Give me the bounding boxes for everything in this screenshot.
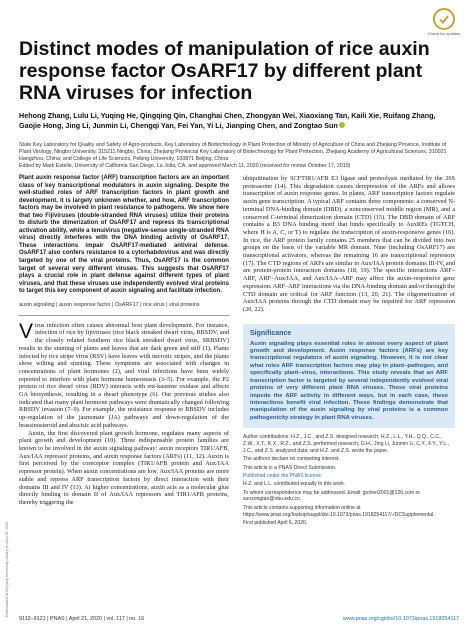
citation-footer: 9112–9121 | PNAS | April 21, 2020 | vol. 117 | no. 16 [19, 616, 145, 622]
author-names: Hehong Zhang, Lulu Li, Yuqing He, Qingqing Qin, Changhai Chen, Zhongyan Wei, Xiaoxiang Tan, Kaili Xie, Ruifang Zhang, Gaojie Hong, Jing Li, Junmin Li, Chengqi Yan, Fei Yan, Yi Li, Jianping Chen, and Zongtao Sun [19, 111, 436, 130]
affiliations: State Key Laboratory for Quality and Safety of Agro-products, Key Laboratory of Biotechnology in Plant Protection of Ministry of Agriculture of China and Zhejiang Province, Institute of Plant Virology, Ningbo University, 315211 Ningbo, China; Zhejiang Provincial Key Laboratory of Biotechnology for Plant Protection, Zhejiang Academy of Agricultural Sciences, 310021 Hangzhou, China; and College of Life Sciences, Peking University, 100871 Beijing, China [19, 142, 447, 162]
significance-box [243, 324, 455, 428]
download-watermark [2, 330, 8, 620]
note-contributions: Author contributions: H.Z., J.C., and Z.S. designed research; H.Z., L.L., Y.H., Q.Q., C.C., Z.W., X.T., K.X., R.Z., and Z.S. performed research; G.H., Jing Li, Junmin Li, C.Y., F.Y., Y.L., J.C., and Z.S. analyzed data; and H.Z. and Z.S. wrote the paper. [243, 434, 449, 454]
author-list [19, 111, 459, 131]
drop-cap: V [19, 319, 34, 343]
intro-paragraph-1-text: irus infection often causes abnormal host plant development. For instance, infection of rice by fijiviruses (rice black streaked dwarf virus, RBSDV, and the closely related Southern rice black streaked dwarf virus, SRBSDV) results in the stunting of plants and leaves that are dark green and stiff (1). Plants infected by rice stripe virus (RSV) have leaves with necrotic stripes, and the plants show wilting and stunting. These symptoms are associated with changes in concentrations of plant hormones (2), and viral infections have been widely reported to interfere with plant hormone homeostasis (3–5). For example, the P2 protein of rice dwarf virus (RDV) interacts with ent-kaurene oxidase and affects GA biosynthesis, resulting in a dwarf phenotype (6). Our previous studies also indicated that many plant hormone pathways were dramatically changed following RBSDV invasion (7–9). For example, the resistance response to RBSDV includes up-regulation of the jasmonate (JA) pathways and down-regulation of the brassinosteroid and abscisic acid pathways. [19, 321, 229, 429]
introduction [19, 319, 229, 507]
note-license-link[interactable]: Published under the PNAS license. [243, 472, 323, 479]
significance-heading: Significance [250, 329, 292, 337]
note-supporting-info[interactable]: This article contains supporting information online at https://www.pnas.org/lookup/suppl/doi:10.1073/pnas.1918254117/-/DCSupplemental. [243, 504, 435, 518]
page-footer [19, 616, 459, 626]
author-notes [243, 434, 455, 527]
note-competing-interest: The authors declare no competing interest. [243, 456, 340, 463]
edited-by: Edited by Mark Estelle, University of California San Diego, La Jolla, CA, and approved March 11, 2020 (received for review October 17, 2019) [19, 163, 351, 169]
right-column [243, 175, 455, 528]
doi-link[interactable]: www.pnas.org/cgi/doi/10.1073/pnas.1918254117 [342, 616, 459, 622]
note-equal-contribution: H.Z. and L.L. contributed equally to this work. [243, 481, 346, 488]
note-correspondence[interactable]: To whom correspondence may be addressed. Email: jpchen2001@126.com or sunzongtao@nbu.edu.cn. [243, 489, 421, 503]
abstract: Plant auxin response factor (ARF) transcription factors are an important class of key transcriptional modulators in auxin signaling. Despite the well-studied roles of ARF transcription factors in plant growth and development, it is largely unknown whether, and how, ARF transcription factors may be involved in plant resistance to pathogens. We show here that two Fijiviruses (double-stranded RNA viruses) utilize their proteins to disturb the dimerization of OsARF17 and repress its transcriptional activation ability, while a tenuivirus (negative-sense single-stranded RNA virus) directly interferes with the DNA binding activity of OsARF17. These interactions impair OsARF17-mediated antiviral defense. OsARF17 also confers resistance to a cytorhabdovirus and was directly targeted by one of the viral proteins. Thus, OsARF17 is the common target of several very different viruses. This suggests that OsARF17 plays a crucial role in plant defense against different types of plant viruses, and that these viruses use independently evolved viral proteins to target this key component of auxin signaling and facilitate infection. [19, 175, 229, 295]
right-paragraph-1: ubiquitination by SCFTIR1/AFB E3 ligase and proteolysis mediated by the 26S proteasome (14). This degradation causes derepression of the ARFs and allows transcription of auxin response genes. In plants, ARF transcription factors regulate auxin gene transcription. A typical ARF contains three components: a conserved N-terminal DNA-binding domain (DBD), a nonconserved middle region (MR), and a conserved C-terminal dimerization domain (CTD) (15). The DBD domain of ARF contains a B3 DNA binding motif that binds specifically to AuxREs (TGTCH, where H is A, C, or T) to regulate the transcription of auxin-responsive genes (16). In rice, the ARF protein family contains 25 members that can be divided into two groups on the basis of the variable MR domain. Nine (including OsARF17) are transcriptional activators, whereas the remaining 16 are transcriptional repressors (17). The CTD regions of ARFs are similar to Aux/IAA protein domains III-IV, and are protein-protein interaction domains (18, 19). The specific interactions ARF–ARF, ARF–Aux/IAA, and Aux/IAA–ARF may affect the auxin-responsive gene expression. ARF–ARF interactions via the DNA-binding domain and/or through the CTD domain are critical for ARF function (13, 20, 21). The oligomerization of Aux/IAA proteins through the CTD domain may be required for ARF repression (20, 22). [243, 175, 455, 313]
check-for-updates-icon[interactable] [433, 8, 455, 30]
check-for-updates-label[interactable]: Check for updates [427, 31, 461, 36]
download-watermark-text: Downloaded at Zhejiang University Library on April 25, 2020 [5, 521, 9, 617]
note-first-published: First published April 6, 2020. [243, 520, 308, 527]
left-column [19, 175, 229, 507]
orcid-icon[interactable] [339, 122, 345, 128]
keywords: auxin signaling | auxin response factor | OsARF17 | rice virus | viral proteins [19, 302, 229, 316]
intro-paragraph-1 [19, 319, 229, 430]
paper-title: Distinct modes of manipulation of rice auxin response factor OsARF17 by different plant RNA viruses for infection [19, 38, 430, 104]
note-direct-submission: This article is a PNAS Direct Submission. [243, 464, 337, 471]
significance-text: Auxin signaling plays essential roles in almost every aspect of plant growth and development. Auxin response factors (ARFs) are key transcriptional regulators of auxin signaling. However, it is not clear what roles ARF transcription factors may play in plant–pathogen, and specifically plant–virus, interactions. This study reveals that an ARF transcription factor is targeted by several independently evolved viral proteins of very different plant RNA viruses. These viral proteins impede the ARF activity in different ways, but in each case, these interactions benefit viral infection. These findings demonstrate that manipulation of the auxin signaling by viral proteins is a common pathogenicity strategy in plant RNA viruses. [250, 340, 448, 421]
intro-paragraph-2: Auxin, the first discovered plant growth hormone, regulates many aspects of plant growth and development (10). Three indispensable protein families are known to be involved in the auxin signaling pathway: auxin receptors TIR1/AFB, Aux/IAA repressor proteins, and auxin response factors (ARFs) (11, 12). Auxin is first perceived by the coreceptor complex (TIR1/AFB protein and Aux/IAA repressor protein). When auxin concentrations are low, Aux/IAA proteins are more stable and repress ARF transcription factors by direct interaction with their domains III and IV (13). At higher concentrations, auxin acts as a molecular glue directly binding to domain II of Aux/IAA repressors and TIR1/AFB proteins, thereby triggering the [19, 429, 229, 506]
